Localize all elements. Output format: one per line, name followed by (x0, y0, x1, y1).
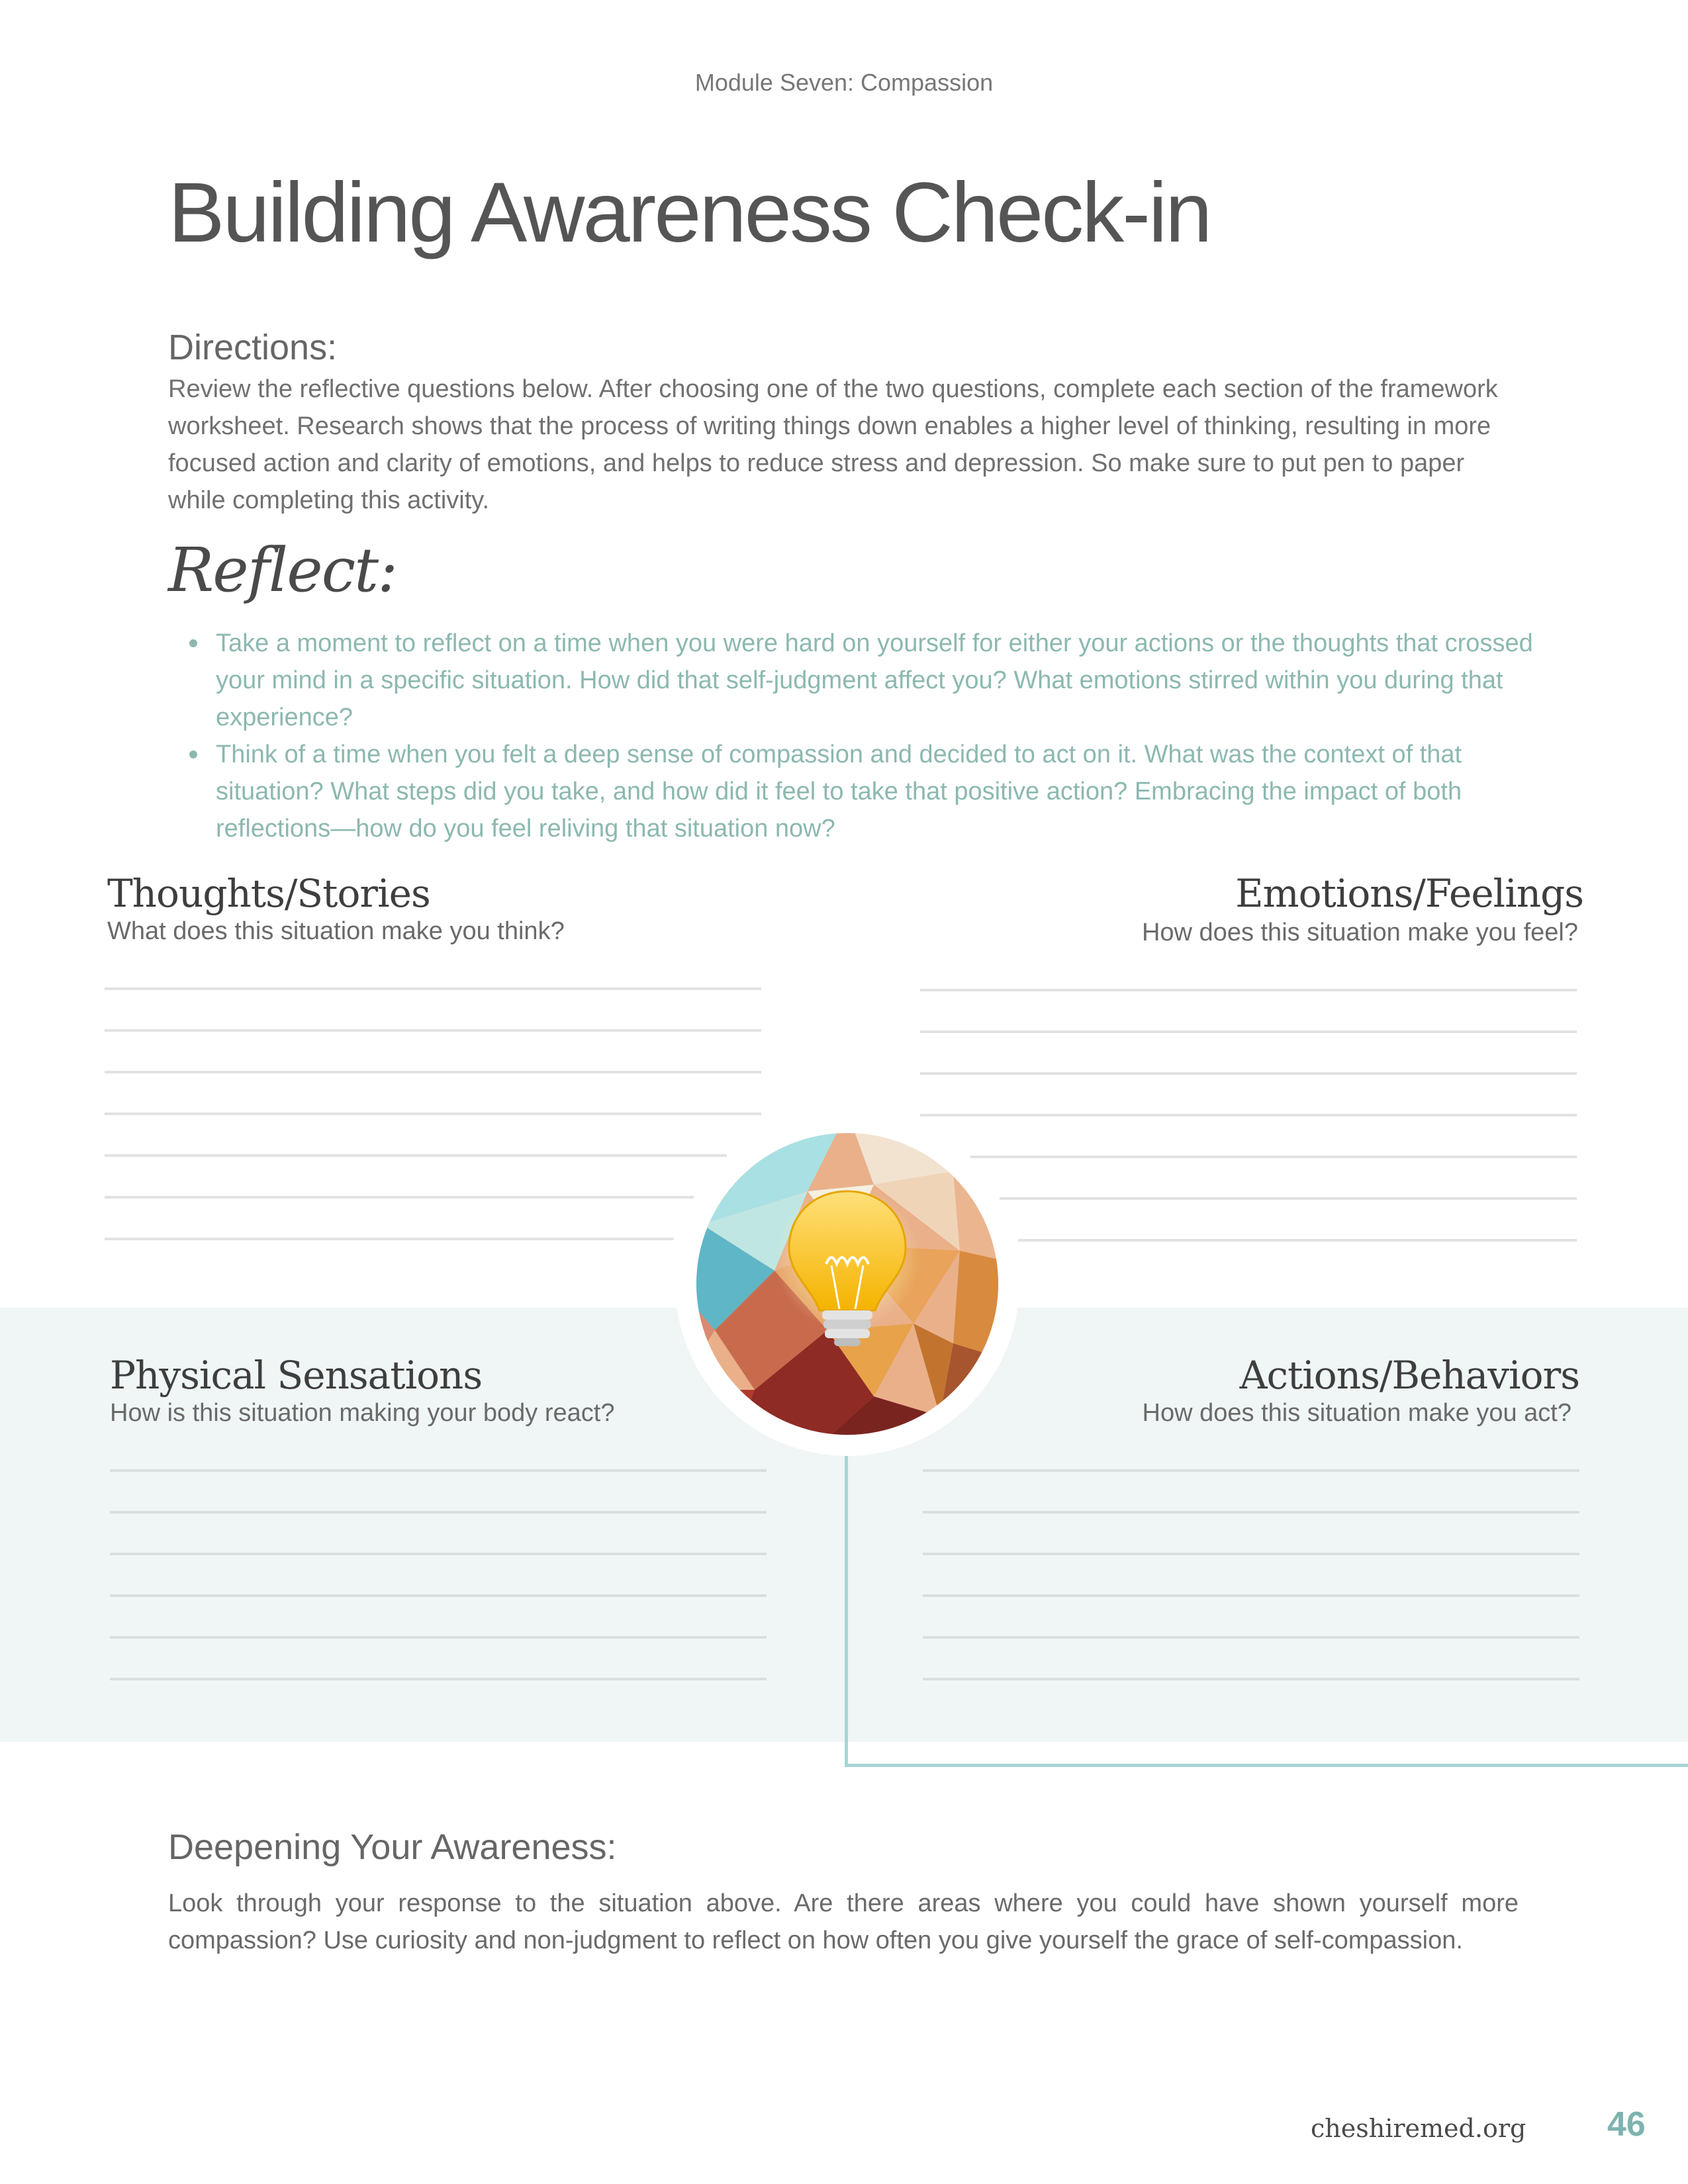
writing-line[interactable] (923, 1553, 1579, 1555)
actions-prompt: How does this situation make you act? (1142, 1399, 1571, 1427)
deepening-body: Look through your response to the situation above. Are there areas where you could have shown yourself more compassion? Use curiosity and non-judgment to reflect on how often you give yourself the grace of self-compassion. (168, 1889, 1519, 1954)
physical-title: Physical Sensations (110, 1353, 483, 1398)
writing-line[interactable] (923, 1636, 1579, 1639)
writing-line[interactable] (923, 1594, 1579, 1597)
thoughts-title: Thoughts/Stories (107, 871, 430, 916)
writing-line[interactable] (105, 1071, 761, 1073)
writing-line[interactable] (105, 1154, 727, 1157)
reflect-item: Take a moment to reflect on a time when you were hard on yourself for either your actions or the thoughts that crossed your mind in a specific situation. How did that self-judgment affect you? What emotions stirred within you during that experience? (216, 625, 1553, 736)
emotions-prompt: How does this situation make you feel? (1141, 919, 1578, 946)
writing-line[interactable] (110, 1594, 767, 1597)
module-header: Module Seven: Compassion (694, 69, 994, 96)
writing-line[interactable] (923, 1469, 1579, 1472)
writing-line[interactable] (105, 1029, 761, 1032)
writing-line[interactable] (923, 1511, 1579, 1514)
lightbulb-icon (675, 1112, 1019, 1456)
writing-line[interactable] (1000, 1197, 1577, 1200)
writing-line[interactable] (110, 1636, 767, 1639)
writing-line[interactable] (920, 1030, 1577, 1033)
writing-line[interactable] (105, 987, 761, 990)
writing-line[interactable] (105, 1196, 694, 1199)
writing-line[interactable] (1018, 1239, 1577, 1242)
lightbulb-illustration (675, 1112, 1019, 1456)
page-title: Building Awareness Check-in (168, 165, 1211, 260)
writing-line[interactable] (105, 1113, 761, 1115)
writing-line[interactable] (110, 1678, 767, 1680)
writing-line[interactable] (923, 1678, 1579, 1680)
physical-prompt: How is this situation making your body react? (110, 1399, 615, 1427)
writing-line[interactable] (110, 1469, 767, 1472)
reflect-item: Think of a time when you felt a deep sense of compassion and decided to act on it. What was the context of that situation? What steps did you take, and how did it feel to take that positive action? Embracing the impact of both reflections—how do you feel reliving that situation now? (216, 736, 1553, 847)
reflect-heading: Reflect: (168, 535, 397, 606)
page-number: 46 (1607, 2105, 1646, 2144)
directions-heading: Directions: (168, 328, 338, 367)
writing-line[interactable] (105, 1238, 674, 1240)
writing-line[interactable] (970, 1156, 1577, 1158)
emotions-title: Emotions/Feelings (1235, 871, 1583, 916)
reflect-list (184, 625, 1553, 847)
writing-line[interactable] (110, 1511, 767, 1514)
thoughts-prompt: What does this situation make you think? (107, 917, 565, 945)
writing-line[interactable] (920, 1072, 1577, 1075)
writing-line[interactable] (110, 1553, 767, 1555)
directions-body: Review the reflective questions below. After choosing one of the two questions, complete each section of the framework worksheet. Research shows that the process of writing things down enables a higher level of thinking, resulting in more focused action and clarity of emotions, and helps to reduce stress and depression. So make sure to put pen to paper while completing this activity. (168, 375, 1498, 514)
deepening-heading: Deepening Your Awareness: (168, 1827, 617, 1867)
footer-url[interactable]: cheshiremed.org (1311, 2114, 1526, 2143)
writing-line[interactable] (920, 989, 1577, 991)
actions-title: Actions/Behaviors (1239, 1353, 1579, 1398)
connector-line (845, 1764, 1688, 1767)
